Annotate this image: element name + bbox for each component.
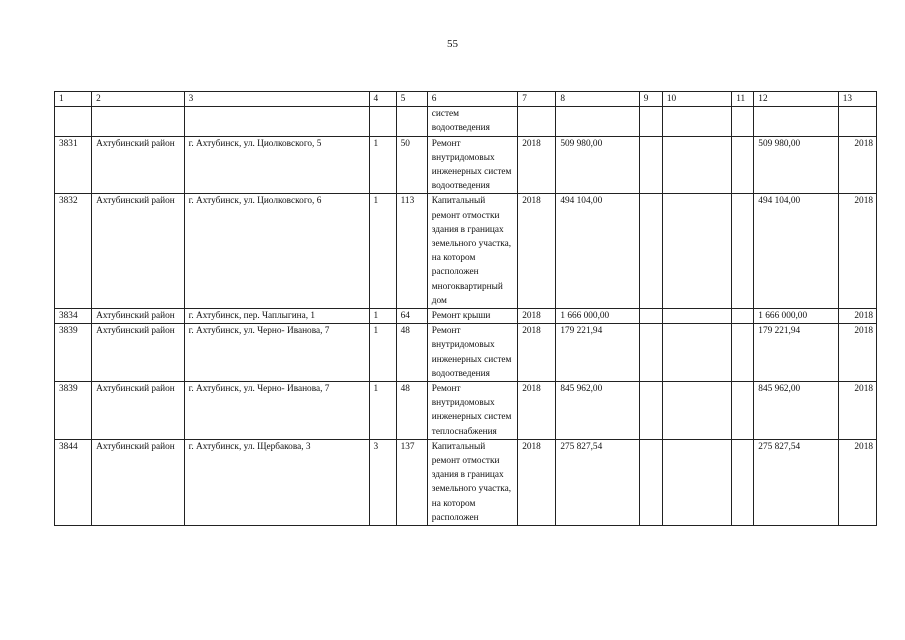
- cell-col5: 137: [396, 439, 427, 525]
- table-row: [55, 382, 877, 440]
- cell-id: 3831: [55, 136, 92, 194]
- cell-total: 494 104,00: [754, 194, 838, 309]
- cell-col11: [732, 136, 754, 194]
- cell-district: [92, 107, 184, 136]
- cell-cost: 845 962,00: [556, 382, 639, 440]
- table-row: [55, 309, 877, 324]
- column-number: 11: [732, 92, 754, 107]
- cell-col9: [639, 382, 662, 440]
- cell-col11: [732, 382, 754, 440]
- cell-col5: 50: [396, 136, 427, 194]
- page-number: 55: [447, 38, 458, 50]
- table-row: [55, 324, 877, 382]
- cell-cost: 509 980,00: [556, 136, 639, 194]
- cell-year: 2018: [518, 136, 556, 194]
- cell-col10: [662, 382, 731, 440]
- cell-col10: [662, 194, 731, 309]
- cell-year: 2018: [518, 382, 556, 440]
- table-row: [55, 439, 877, 525]
- cell-district: Ахтубинский район: [92, 194, 184, 309]
- cell-cost: 179 221,94: [556, 324, 639, 382]
- cell-col10: [662, 324, 731, 382]
- cell-total: 179 221,94: [754, 324, 838, 382]
- cell-year: 2018: [518, 439, 556, 525]
- cell-col5: 48: [396, 324, 427, 382]
- cell-col9: [639, 136, 662, 194]
- cell-total: 845 962,00: [754, 382, 838, 440]
- column-number: 9: [639, 92, 662, 107]
- column-number: 12: [754, 92, 838, 107]
- cell-col11: [732, 309, 754, 324]
- cell-work-type: Ремонт крыши: [427, 309, 517, 324]
- column-number: 13: [838, 92, 876, 107]
- cell-col4: [369, 107, 396, 136]
- cell-end-year: 2018: [838, 324, 876, 382]
- cell-col9: [639, 194, 662, 309]
- cell-id: 3839: [55, 324, 92, 382]
- cell-total: [754, 107, 838, 136]
- column-number: 3: [184, 92, 369, 107]
- cell-col9: [639, 324, 662, 382]
- column-number-row: [55, 92, 877, 107]
- cell-address: г. Ахтубинск, пер. Чаплыгина, 1: [184, 309, 369, 324]
- table-row: [55, 136, 877, 194]
- cell-end-year: 2018: [838, 382, 876, 440]
- cell-cost: 275 827,54: [556, 439, 639, 525]
- registry-table: [54, 91, 877, 526]
- cell-col9: [639, 107, 662, 136]
- cell-id: 3839: [55, 382, 92, 440]
- cell-cost: 494 104,00: [556, 194, 639, 309]
- cell-district: Ахтубинский район: [92, 382, 184, 440]
- cell-total: 275 827,54: [754, 439, 838, 525]
- cell-col10: [662, 439, 731, 525]
- table-body: [55, 92, 877, 526]
- cell-year: 2018: [518, 309, 556, 324]
- column-number: 2: [92, 92, 184, 107]
- cell-work-type: Ремонт внутридомовых инженерных систем водоотведения: [427, 136, 517, 194]
- column-number: 1: [55, 92, 92, 107]
- cell-district: Ахтубинский район: [92, 439, 184, 525]
- column-number: 8: [556, 92, 639, 107]
- cell-end-year: [838, 107, 876, 136]
- cell-col4: 1: [369, 382, 396, 440]
- cell-end-year: 2018: [838, 136, 876, 194]
- cell-id: [55, 107, 92, 136]
- continued-row: [55, 107, 877, 136]
- cell-cost: [556, 107, 639, 136]
- cell-address: г. Ахтубинск, ул. Циолковского, 6: [184, 194, 369, 309]
- cell-total: 1 666 000,00: [754, 309, 838, 324]
- cell-col5: 64: [396, 309, 427, 324]
- cell-id: 3832: [55, 194, 92, 309]
- cell-work-type: Капитальный ремонт отмостки здания в границах земельного участка, на котором расположен многоквартирный дом: [427, 194, 517, 309]
- cell-year: 2018: [518, 194, 556, 309]
- cell-address: г. Ахтубинск, ул. Черно- Иванова, 7: [184, 382, 369, 440]
- cell-address: г. Ахтубинск, ул. Циолковского, 5: [184, 136, 369, 194]
- cell-end-year: 2018: [838, 194, 876, 309]
- cell-address: [184, 107, 369, 136]
- cell-year: 2018: [518, 324, 556, 382]
- cell-col4: 1: [369, 324, 396, 382]
- cell-id: 3834: [55, 309, 92, 324]
- cell-col5: [396, 107, 427, 136]
- cell-work-type: Ремонт внутридомовых инженерных систем водоотведения: [427, 324, 517, 382]
- column-number: 7: [518, 92, 556, 107]
- cell-district: Ахтубинский район: [92, 324, 184, 382]
- cell-col5: 48: [396, 382, 427, 440]
- cell-address: г. Ахтубинск, ул. Черно- Иванова, 7: [184, 324, 369, 382]
- cell-col9: [639, 309, 662, 324]
- cell-total: 509 980,00: [754, 136, 838, 194]
- cell-col11: [732, 324, 754, 382]
- cell-year: [518, 107, 556, 136]
- cell-col10: [662, 136, 731, 194]
- cell-district: Ахтубинский район: [92, 136, 184, 194]
- cell-work-type: Ремонт внутридомовых инженерных систем теплоснабжения: [427, 382, 517, 440]
- cell-work-type: систем водоотведения: [427, 107, 517, 136]
- cell-col5: 113: [396, 194, 427, 309]
- cell-end-year: 2018: [838, 309, 876, 324]
- table-row: [55, 194, 877, 309]
- cell-col11: [732, 107, 754, 136]
- cell-cost: 1 666 000,00: [556, 309, 639, 324]
- column-number: 10: [662, 92, 731, 107]
- column-number: 5: [396, 92, 427, 107]
- cell-work-type: Капитальный ремонт отмостки здания в границах земельного участка, на котором расположен: [427, 439, 517, 525]
- cell-col10: [662, 309, 731, 324]
- cell-col9: [639, 439, 662, 525]
- cell-col4: 1: [369, 194, 396, 309]
- cell-id: 3844: [55, 439, 92, 525]
- cell-address: г. Ахтубинск, ул. Щербакова, 3: [184, 439, 369, 525]
- cell-col11: [732, 439, 754, 525]
- cell-col4: 1: [369, 309, 396, 324]
- column-number: 6: [427, 92, 517, 107]
- cell-col11: [732, 194, 754, 309]
- cell-end-year: 2018: [838, 439, 876, 525]
- cell-district: Ахтубинский район: [92, 309, 184, 324]
- cell-col10: [662, 107, 731, 136]
- column-number: 4: [369, 92, 396, 107]
- cell-col4: 3: [369, 439, 396, 525]
- cell-col4: 1: [369, 136, 396, 194]
